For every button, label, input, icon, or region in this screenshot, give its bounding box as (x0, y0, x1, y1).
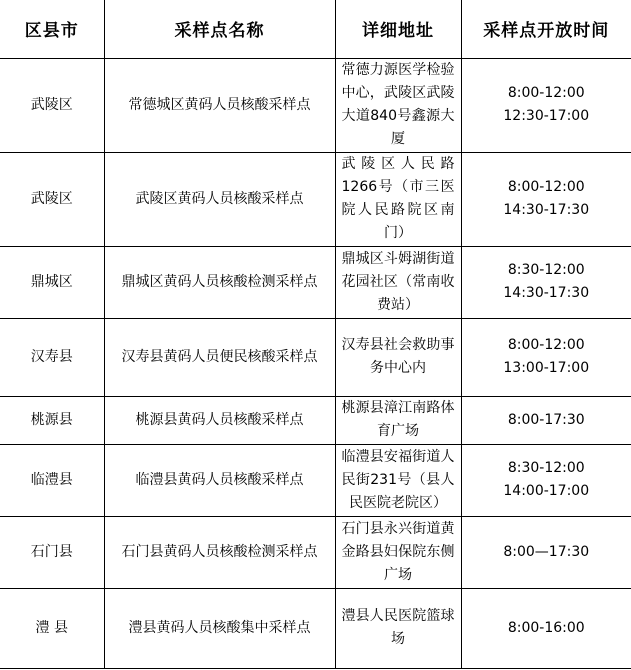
district-cell: 鼎城区 (0, 246, 104, 318)
time-cell: 8:30-12:00 14:00-17:00 (461, 444, 631, 516)
district-cell: 桃源县 (0, 396, 104, 444)
address-cell: 澧县人民医院篮球场 (335, 588, 461, 668)
address-cell: 汉寿县社会救助事务中心内 (335, 318, 461, 396)
site-name-cell: 武陵区黄码人员核酸采样点 (104, 152, 335, 246)
site-name-cell: 常德城区黄码人员核酸采样点 (104, 58, 335, 152)
district-cell: 武陵区 (0, 152, 104, 246)
table-row (0, 516, 631, 588)
header-district: 区县市 (0, 0, 104, 58)
site-name-cell: 石门县黄码人员核酸检测采样点 (104, 516, 335, 588)
time-cell: 8:30-12:00 14:30-17:30 (461, 246, 631, 318)
table-row (0, 58, 631, 152)
table-row (0, 246, 631, 318)
time-cell: 8:00-17:30 (461, 396, 631, 444)
district-cell: 汉寿县 (0, 318, 104, 396)
district-cell: 武陵区 (0, 58, 104, 152)
address-cell: 鼎城区斗姆湖街道花园社区（常南收费站） (335, 246, 461, 318)
address-cell: 常德力源医学检验中心，武陵区武陵大道840号鑫源大厦 (335, 58, 461, 152)
site-name-cell: 临澧县黄码人员核酸采样点 (104, 444, 335, 516)
site-name-cell: 汉寿县黄码人员便民核酸采样点 (104, 318, 335, 396)
address-cell: 石门县永兴街道黄金路县妇保院东侧广场 (335, 516, 461, 588)
district-cell: 石门县 (0, 516, 104, 588)
address-cell: 临澧县安福街道人民街231号（县人民医院老院区） (335, 444, 461, 516)
header-address: 详细地址 (335, 0, 461, 58)
time-cell: 8:00-12:00 12:30-17:00 (461, 58, 631, 152)
header-site-name: 采样点名称 (104, 0, 335, 58)
table-row (0, 588, 631, 668)
header-open-time: 采样点开放时间 (461, 0, 631, 58)
table-row (0, 318, 631, 396)
time-cell: 8:00-12:00 13:00-17:00 (461, 318, 631, 396)
address-cell: 武陵区人民路1266号（市三医院人民路院区南门） (335, 152, 461, 246)
time-cell: 8:00-16:00 (461, 588, 631, 668)
district-cell: 澧 县 (0, 588, 104, 668)
time-cell: 8:00-12:00 14:30-17:30 (461, 152, 631, 246)
district-cell: 临澧县 (0, 444, 104, 516)
site-name-cell: 桃源县黄码人员核酸采样点 (104, 396, 335, 444)
table-row (0, 152, 631, 246)
header-row (0, 0, 631, 58)
table-row (0, 444, 631, 516)
site-name-cell: 鼎城区黄码人员核酸检测采样点 (104, 246, 335, 318)
time-cell: 8:00—17:30 (461, 516, 631, 588)
address-cell: 桃源县漳江南路体育广场 (335, 396, 461, 444)
site-name-cell: 澧县黄码人员核酸集中采样点 (104, 588, 335, 668)
table-row (0, 396, 631, 444)
